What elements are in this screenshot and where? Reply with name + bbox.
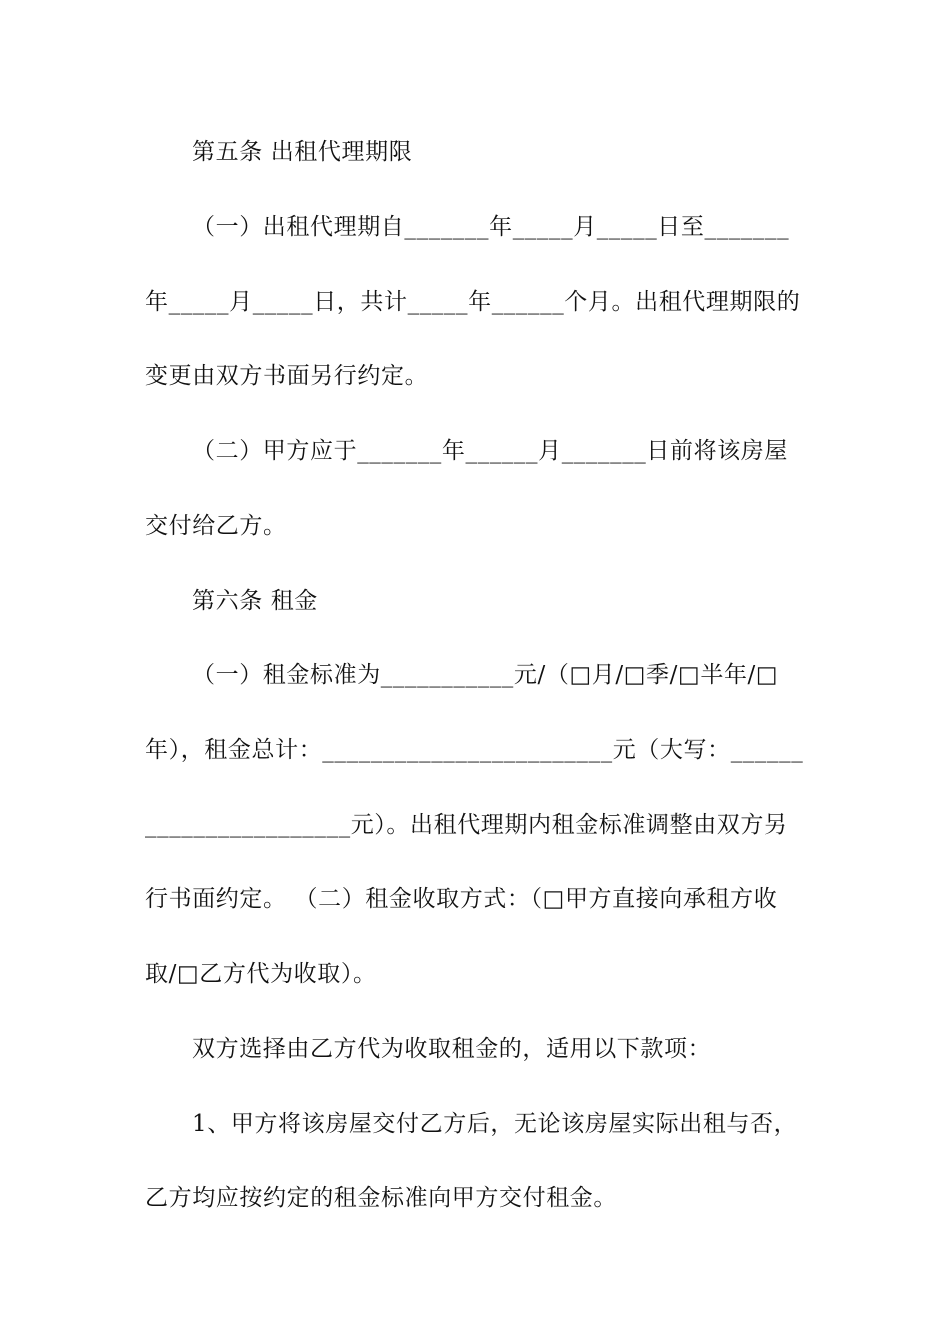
- clause-6-2-line-1: 行书面约定。 （二）租金收取方式：（□甲方直接向承租方收: [145, 886, 778, 912]
- clause-6-1-line-1: （一）租金标准为___________元/（□月/□季/□半年/□: [192, 662, 779, 688]
- clause-5-1-line-3: 变更由双方书面另行约定。: [145, 363, 429, 389]
- clause-5-1-line-2: 年_____月_____日，共计_____年______个月。出租代理期限的: [145, 289, 801, 315]
- collection-clause-intro: 双方选择由乙方代为收取租金的，适用以下款项：: [192, 1036, 712, 1062]
- article-6-heading: 第六条 租金: [192, 588, 318, 614]
- clause-6-1-line-3: _________________元）。出租代理期内租金标准调整由双方另: [145, 812, 788, 838]
- item-1-line-2: 乙方均应按约定的租金标准向甲方交付租金。: [145, 1185, 617, 1211]
- clause-6-2-line-2: 取/□乙方代为收取）。: [145, 961, 377, 987]
- article-5-heading: 第五条 出租代理期限: [192, 139, 413, 165]
- clause-5-1-line-1: （一）出租代理期自_______年_____月_____日至_______: [192, 214, 790, 240]
- clause-5-2-line-2: 交付给乙方。: [145, 513, 287, 539]
- clause-6-1-line-2: 年），租金总计：________________________元（大写：______: [145, 737, 804, 763]
- item-1-line-1: 1、甲方将该房屋交付乙方后，无论该房屋实际出租与否，: [192, 1111, 798, 1137]
- clause-5-2-line-1: （二）甲方应于_______年______月_______日前将该房屋: [192, 438, 788, 464]
